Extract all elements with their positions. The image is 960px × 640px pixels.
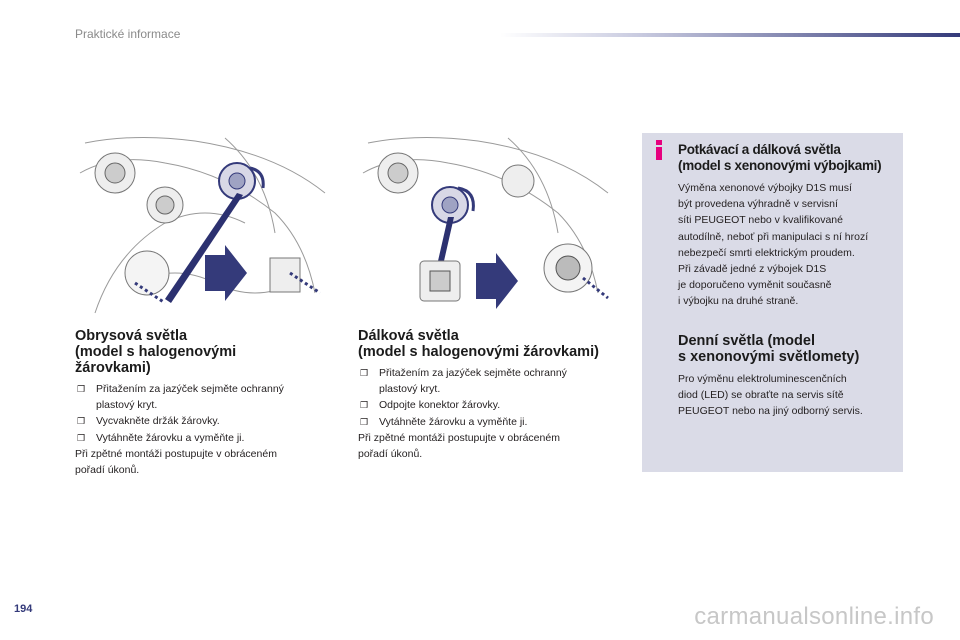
position-lamp-title — [75, 328, 337, 376]
text-line: Pro výměnu elektroluminescenčních — [678, 373, 847, 385]
title-line: (model s xenonovými výbojkami) — [678, 158, 882, 173]
illustration-position-lamp — [75, 133, 337, 319]
checkbox-bullet-icon: ❒ — [360, 368, 369, 378]
title-line: Potkávací a dálková světla — [678, 142, 841, 157]
step-text: Odpojte konektor žárovky. — [379, 399, 501, 412]
text-line: PEUGEOT nebo na jiný odborný servis. — [678, 405, 863, 418]
text-line: Při závadě jedné z výbojek D1S — [678, 263, 827, 276]
step-text: Vytáhněte žárovku a vyměňte ji. — [379, 415, 528, 428]
reassembly-note: pořadí úkonů. — [75, 464, 140, 477]
step-text: plastový kryt. — [379, 383, 441, 396]
step-item — [358, 365, 620, 397]
checkbox-bullet-icon: ❒ — [77, 384, 86, 394]
drl-title — [678, 333, 900, 365]
text-line: nebezpečí smrti elektrickým proudem. — [678, 246, 855, 259]
title-line: Denní světla (model — [678, 333, 815, 349]
step-text: plastový kryt. — [96, 399, 158, 412]
text-line: Výměna xenonové výbojky D1S musí — [678, 182, 852, 194]
drl-text — [678, 371, 900, 420]
header-title: Praktické informace — [75, 27, 181, 41]
info-icon — [652, 140, 666, 160]
step-item — [75, 413, 337, 429]
title-line: (model s halogenovými — [75, 344, 237, 360]
title-line: žárovkami) — [75, 360, 151, 376]
checkbox-bullet-icon: ❒ — [360, 416, 369, 427]
reassembly-note: Při zpětné montáži postupujte v obráceném — [75, 447, 277, 460]
step-text: Přitažením za jazýček sejměte ochranný — [96, 383, 284, 395]
title-line: (model s halogenovými žárovkami) — [358, 344, 599, 360]
position-lamp-steps — [75, 381, 337, 478]
checkbox-bullet-icon: ❒ — [77, 416, 86, 427]
text-line: síti PEUGEOT nebo v kvalifikované — [678, 214, 843, 227]
text-line: i výbojku na druhé straně. — [678, 295, 799, 308]
step-item — [75, 430, 337, 446]
xenon-warning-text — [678, 180, 900, 310]
page-number: 194 — [14, 603, 33, 615]
text-line: být provedena výhradně v servisní — [678, 198, 838, 211]
checkbox-bullet-icon: ❒ — [77, 432, 86, 443]
illustration-high-beam — [358, 133, 620, 319]
high-beam-steps — [358, 365, 620, 462]
step-item — [358, 397, 620, 413]
watermark: carmanualsonline.info — [694, 603, 934, 630]
xenon-title — [678, 142, 900, 174]
high-beam-title — [358, 328, 628, 360]
reassembly-note: pořadí úkonů. — [358, 448, 423, 461]
step-text: Přitažením za jazýček sejměte ochranný — [379, 367, 567, 379]
step-item — [75, 381, 337, 413]
checkbox-bullet-icon: ❒ — [360, 400, 369, 411]
step-item — [358, 414, 620, 430]
text-line: je doporučeno vyměnit současně — [678, 279, 832, 292]
title-line: Dálková světla — [358, 328, 459, 344]
text-line: autodílně, neboť při manipulaci s ní hrozí — [678, 230, 869, 243]
text-line: diod (LED) se obraťte na servis sítě — [678, 389, 844, 402]
title-line: s xenonovými světlomety) — [678, 349, 860, 365]
step-text: Vycvakněte držák žárovky. — [96, 415, 220, 428]
header-bar — [500, 33, 960, 37]
reassembly-note: Při zpětné montáži postupujte v obráceném — [358, 431, 560, 444]
step-text: Vytáhněte žárovku a vyměňte ji. — [96, 431, 245, 444]
title-line: Obrysová světla — [75, 328, 188, 344]
